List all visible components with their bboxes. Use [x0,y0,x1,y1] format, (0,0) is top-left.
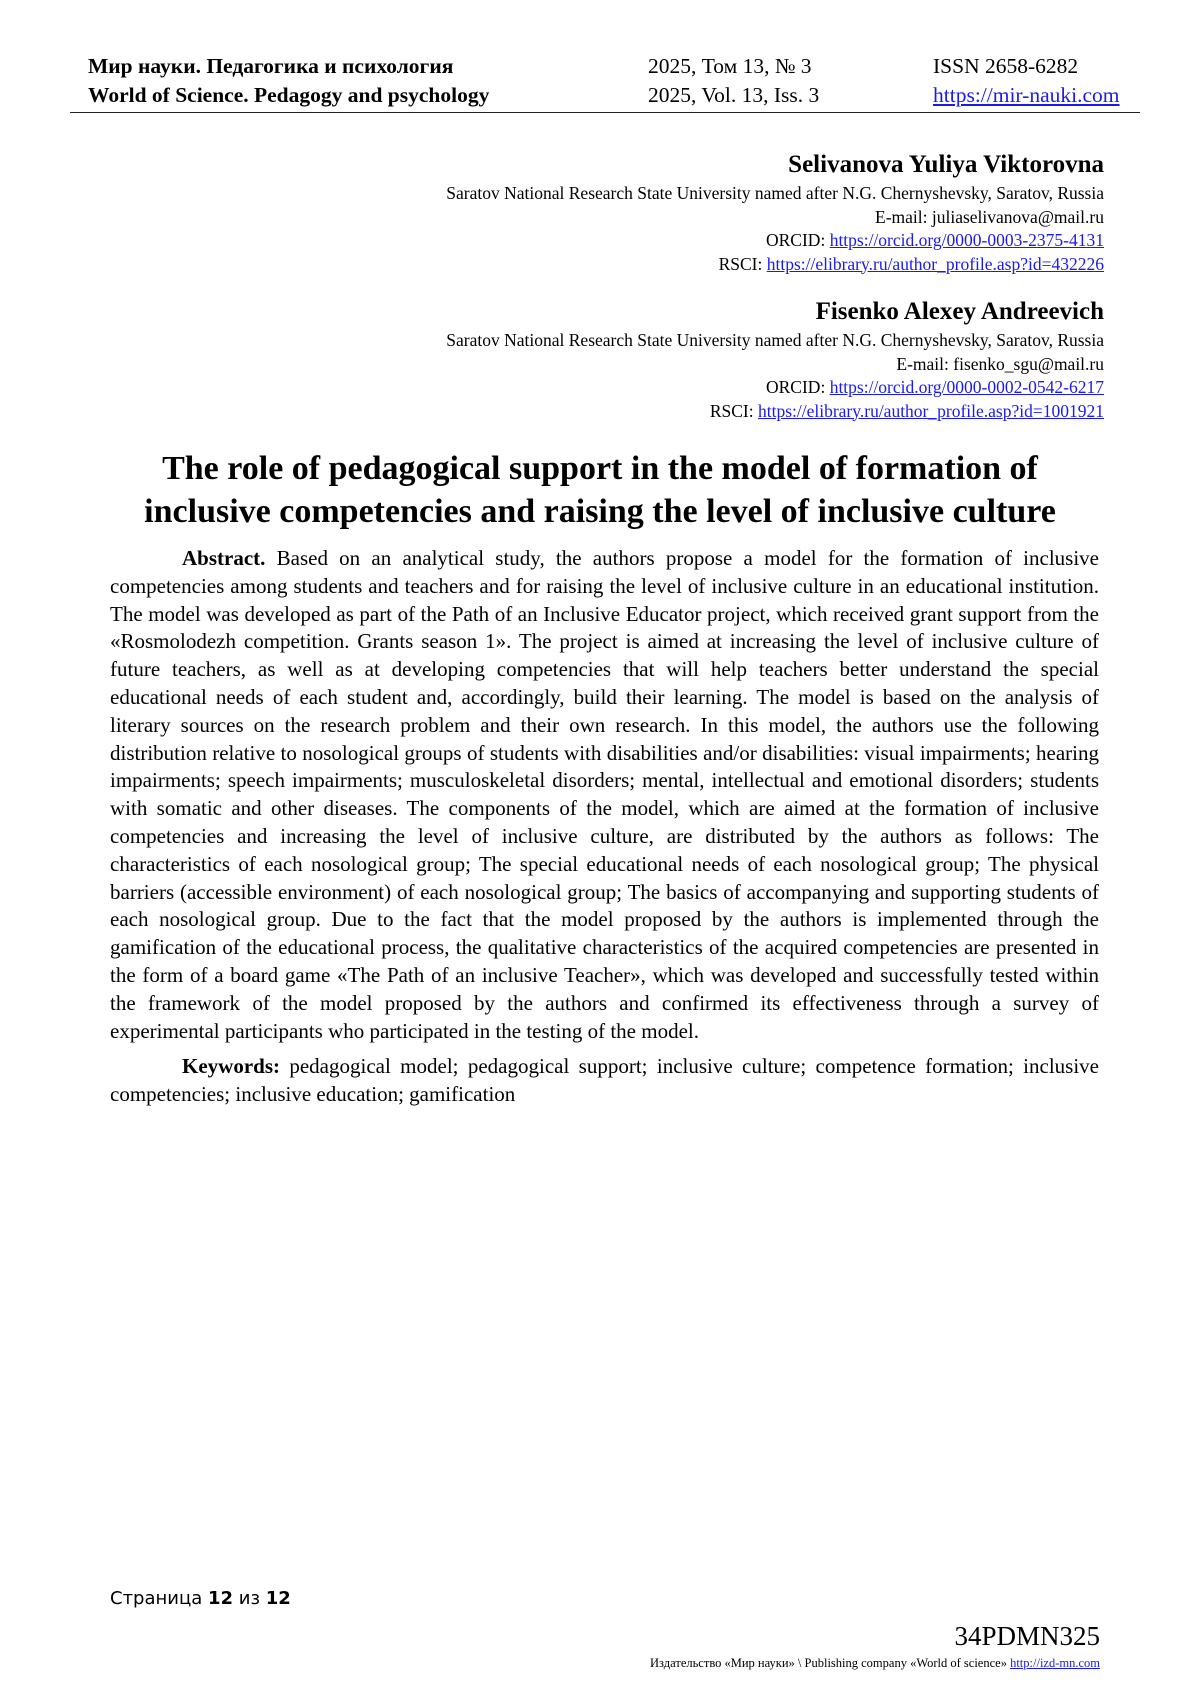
journal-name-en: World of Science. Pedagogy and psychology [88,83,490,107]
journal-name-ru: Мир науки. Педагогика и психология [88,54,454,78]
author-affiliation: Saratov National Research State University named after N.G. Chernyshevsky, Saratov, Russia [446,183,1104,203]
author-rsci [446,253,1104,277]
abstract-text: Based on an analytical study, the authors propose a model for the formation of inclusive competencies among students and teachers and for raising the level of inclusive culture in an educational institution. The model was developed as part of the Path of an Inclusive Educator project, which received grant support from the «Rosmolodezh competition. Grants season 1». The project is aimed at increasing the level of inclusive culture of future teachers, as well as at developing competencies that will help teachers better understand the special educational needs of each student and, accordingly, build their learning. The model is based on the analysis of literary sources on the research problem and their own research. In this model, the authors use the following distribution relative to nosological groups of students with disabilities and/or disabilities: visual impairments; hearing impairments; speech impairments; musculoskeletal disorders; mental, intellectual and emotional disorders; students with somatic and other diseases. The components of the model, which are aimed at the formation of inclusive competencies and increasing the level of inclusive culture, are distributed by the authors as follows: The characteristics of each nosological group; The special educational needs of each nosological group; The physical barriers (accessible environment) of each nosological group; The basics of accompanying and supporting students of each nosological group. Due to the fact that the model proposed by the authors is implemented through the gamification of the educational process, the qualitative characteristics of the acquired competencies are presented in the form of a board game «The Path of an inclusive Teacher», which was developed and successfully tested within the framework of the model proposed by the authors and confirmed its effectiveness through a survey of experimental participants who participated in the testing of the model. [110,546,1099,1043]
rsci-link[interactable]: https://elibrary.ru/author_profile.asp?id=432226 [766,253,1104,274]
journal-site-link[interactable]: https://mir-nauki.com [933,83,1120,107]
author-name: Fisenko Alexey Andreevich [815,298,1104,325]
orcid-link[interactable]: https://orcid.org/0000-0003-2375-4131 [829,230,1104,250]
author-email: E-mail: fisenko_sgu@mail.ru [896,353,1104,374]
orcid-link[interactable]: https://orcid.org/0000-0002-0542-6217 [829,377,1104,397]
author-orcid [446,376,1104,400]
author-block [446,148,1104,276]
rsci-label: RSCI: [709,400,758,421]
rsci-label: RSCI: [718,253,767,274]
author-email: E-mail: juliaselivanova@mail.ru [875,206,1104,227]
page-prefix: Страница [110,1588,208,1609]
abstract-section [110,545,1099,1109]
author-orcid [446,229,1104,253]
page-total: 12 [265,1588,291,1609]
abstract-label: Abstract. [182,546,266,570]
page-current: 12 [207,1588,234,1609]
issue-en: 2025, Vol. 13, Iss. 3 [648,83,820,107]
rsci-link[interactable]: https://elibrary.ru/author_profile.asp?id=1001921 [757,400,1104,421]
keywords-label: Keywords: [182,1054,280,1079]
orcid-label: ORCID: [766,230,830,250]
author-affiliation: Saratov National Research State University named after N.G. Chernyshevsky, Saratov, Russia [446,330,1104,350]
keywords-text: pedagogical model; pedagogical support; inclusive culture; competence formation; inclusive competencies; inclusive education; gamification [110,1054,1099,1107]
page-separator: из [233,1588,266,1609]
publisher-text: Издательство «Мир науки» \ Publishing company «World of science» [650,1656,1011,1670]
issn: ISSN 2658-6282 [933,54,1079,78]
author-block [446,295,1104,423]
issue-ru: 2025, Том 13, № 3 [648,54,812,78]
article-title: The role of pedagogical support in the model of formation of inclusive competencies and raising the level of inclusive culture [144,450,1056,530]
author-rsci [446,400,1104,424]
author-name: Selivanova Yuliya Viktorovna [788,151,1104,178]
abstract-paragraph [110,545,1099,1045]
publisher-link[interactable]: http://izd-mn.com [1010,1656,1100,1670]
keywords-paragraph [110,1053,1099,1109]
article-code: 34PDMN325 [954,1621,1100,1651]
orcid-label: ORCID: [766,377,830,397]
page-number [110,1587,291,1611]
journal-header [70,50,1140,113]
publisher-line [650,1655,1100,1671]
